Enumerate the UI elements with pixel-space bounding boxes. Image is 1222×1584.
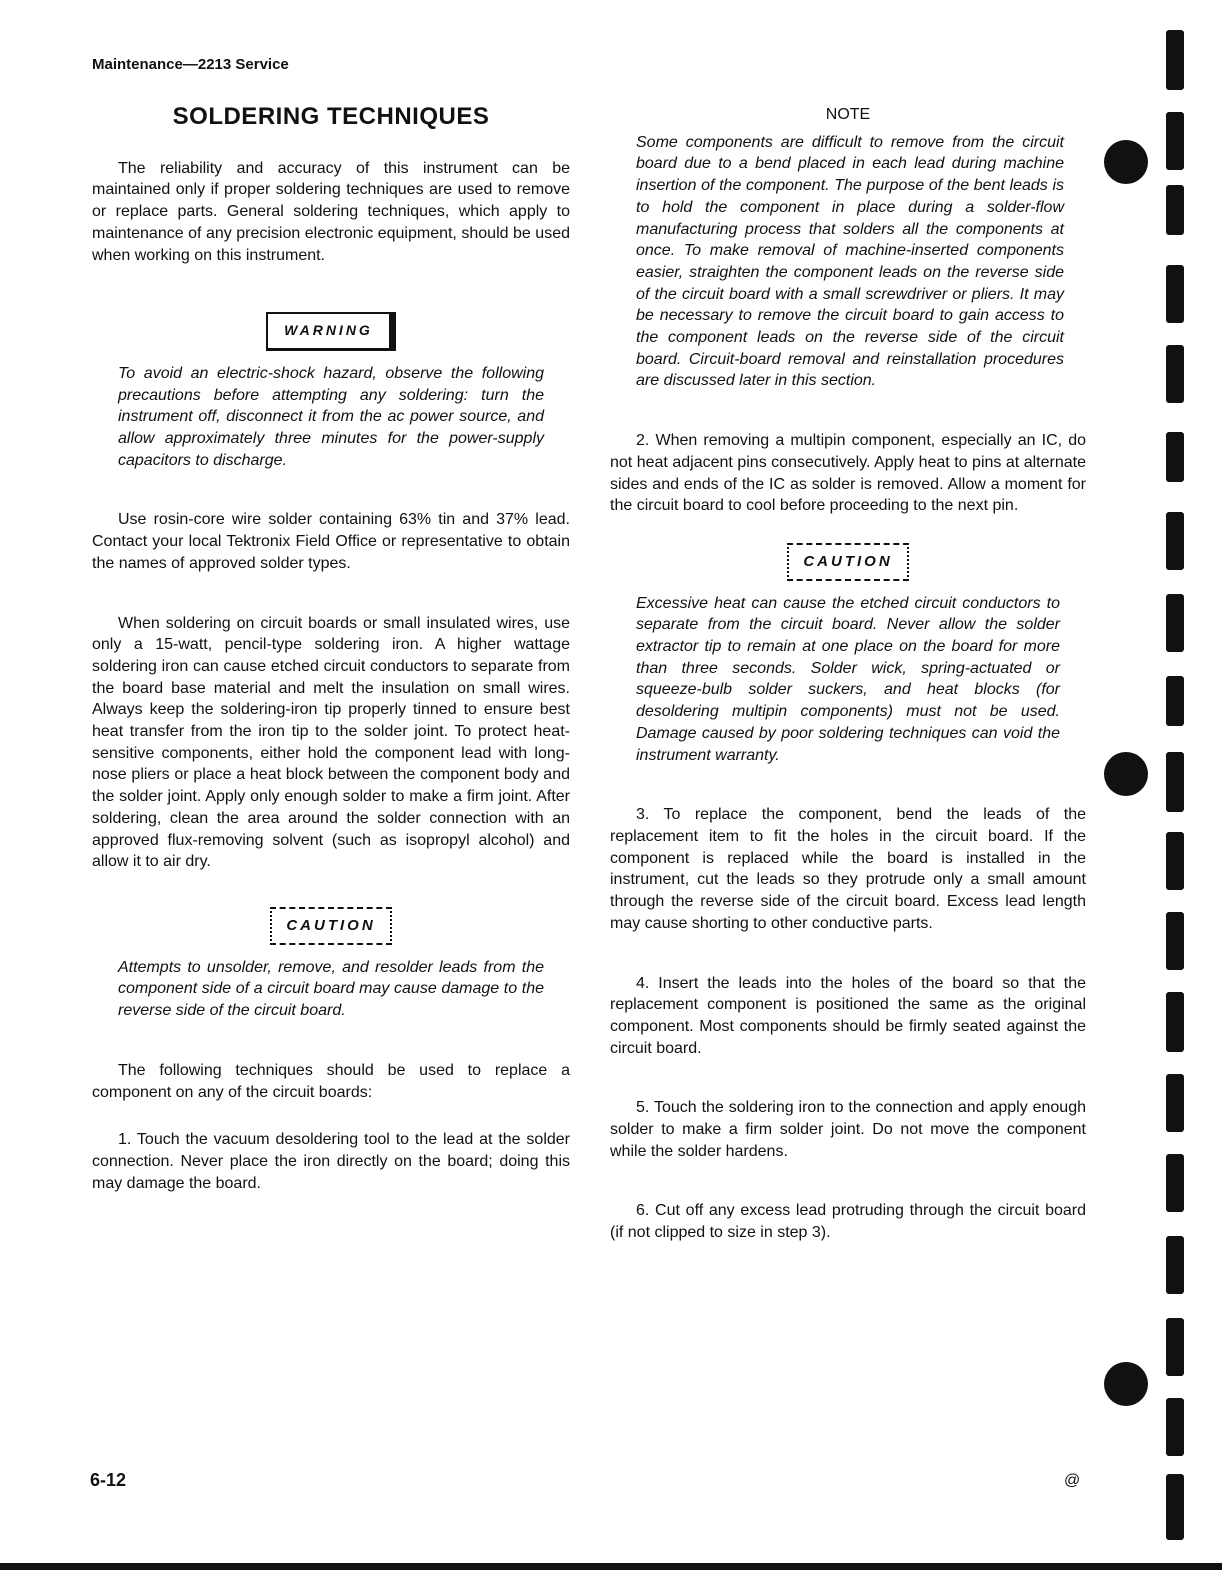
binding-tab: [1166, 1318, 1184, 1376]
binding-tab: [1166, 265, 1184, 323]
caution-banner-right: [610, 543, 1086, 581]
binding-tab: [1166, 1474, 1184, 1540]
warning-text: To avoid an electric-shock hazard, observe the following precautions before attempting any soldering: turn the instrument off, disconnect it from the ac power source, and allow approximately three minutes for the power-supply capacitors to discharge.: [118, 364, 544, 469]
binding-tab: [1166, 345, 1184, 403]
step-4: 4. Insert the leads into the holes of the board so that the replacement component is positioned the same as the original component. Most components should be firmly seated against the circuit board.: [610, 974, 1086, 1057]
binding-tab: [1166, 594, 1184, 652]
binding-tab: [1166, 432, 1184, 482]
footer-mark: @: [1064, 1472, 1081, 1489]
punch-hole: [1104, 1362, 1148, 1406]
circuit-boards-paragraph: When soldering on circuit boards or small insulated wires, use only a 15-watt, pencil-type soldering iron. A higher wattage soldering iron can cause etched circuit conductors to separate from the board base material and melt the insulation on small wires. Always keep the soldering-iron tip properly tinned to ensure best heat transfer from the iron tip to the solder joint. To protect heat-sensitive components, either hold the component lead with long-nose pliers or place a heat block between the component body and the solder joint. Apply only enough solder to make a firm joint. After soldering, clean the area around the solder connection with an approved flux-removing solvent (such as isopropyl alcohol) and allow it to air dry.: [92, 614, 570, 871]
section-title: SOLDERING TECHNIQUES: [172, 103, 490, 130]
note-text: Some components are difficult to remove from the circuit board due to a bend placed in each lead during machine insertion of the component. The purpose of the bent leads is to hold the component in place during a solder-flow manufacturing process that solders all the components at once. To make removal of machine-inserted components easier, straighten the component leads on the reverse side of the circuit board with a small screwdriver or pliers. It may be necessary to remove the circuit board to gain access to the component leads on the reverse side of the circuit board. Circuit-board removal and reinstallation procedures are discussed later in this section.: [636, 133, 1064, 390]
punch-hole: [1104, 752, 1148, 796]
binding-tab: [1166, 992, 1184, 1052]
binding-tab: [1166, 512, 1184, 570]
page-number: 6-12: [90, 1470, 127, 1490]
step-5: 5. Touch the soldering iron to the connection and apply enough solder to make a firm solder joint. Do not move the component while the solder hardens.: [610, 1099, 1086, 1160]
binding-tab: [1166, 1398, 1184, 1456]
binding-tab: [1166, 1236, 1184, 1294]
caution-banner-left: [92, 907, 570, 945]
step-3: 3. To replace the component, bend the leads of the replacement item to fit the holes in the circuit board. If the component is replaced while the board is installed in the instrument, cut the leads so they protrude only a small amount through the reverse side of the circuit board. Excess lead length may cause shorting to other conductive parts.: [610, 806, 1086, 932]
intro-paragraph: The reliability and accuracy of this instrument can be maintained only if proper soldering techniques are used to remove or replace parts. General soldering techniques, which apply to maintenance of any precision electronic equipment, should be used when working on this instrument.: [92, 159, 570, 264]
bottom-rule: [0, 1563, 1222, 1570]
binding-tab: [1166, 912, 1184, 970]
binding-tab: [1166, 30, 1184, 90]
running-header: Maintenance—2213 Service: [92, 56, 289, 73]
warning-banner: [92, 312, 570, 351]
binding-tab: [1166, 185, 1184, 235]
step-6: 6. Cut off any excess lead protruding through the circuit board (if not clipped to size in step 3).: [610, 1202, 1086, 1242]
caution-label-left: CAUTION: [270, 907, 391, 945]
step-2: 2. When removing a multipin component, especially an IC, do not heat adjacent pins consecutively. Apply heat to pins at alternate sides and ends of the IC as solder is removed. Allow a moment for the circuit board to cool before proceeding to the next pin.: [610, 432, 1086, 515]
binding-tab: [1166, 1154, 1184, 1212]
solder-paragraph: Use rosin-core wire solder containing 63% tin and 37% lead. Contact your local Tektronix Field Office or representative to obtain the names of approved solder types.: [92, 511, 570, 572]
left-column: [92, 100, 570, 1194]
binding-tab: [1166, 676, 1184, 726]
right-column: [610, 100, 1086, 1244]
note-label: NOTE: [825, 106, 871, 123]
binding-tab: [1166, 752, 1184, 812]
punch-hole: [1104, 140, 1148, 184]
techniques-paragraph: The following techniques should be used to replace a component on any of the circuit boards:: [92, 1061, 570, 1101]
caution-label-right: CAUTION: [787, 543, 908, 581]
warning-label: WARNING: [266, 312, 396, 351]
caution-text-left: Attempts to unsolder, remove, and resolder leads from the component side of a circuit board may cause damage to the reverse side of the circuit board.: [118, 958, 544, 1020]
step-1: 1. Touch the vacuum desoldering tool to the lead at the solder connection. Never place the iron directly on the board; doing this may damage the board.: [92, 1131, 570, 1192]
binding-tab: [1166, 832, 1184, 890]
binding-tab: [1166, 1074, 1184, 1132]
caution-text-right: Excessive heat can cause the etched circuit conductors to separate from the circuit board. Never allow the solder extractor tip to remain at one place on the board for more than three seconds. Solder wick, spring-actuated or squeeze-bulb solder suckers, and heat blocks (for desoldering multipin components) must not be used. Damage caused by poor soldering techniques can void the instrument warranty.: [636, 594, 1060, 764]
binding-tab: [1166, 112, 1184, 170]
